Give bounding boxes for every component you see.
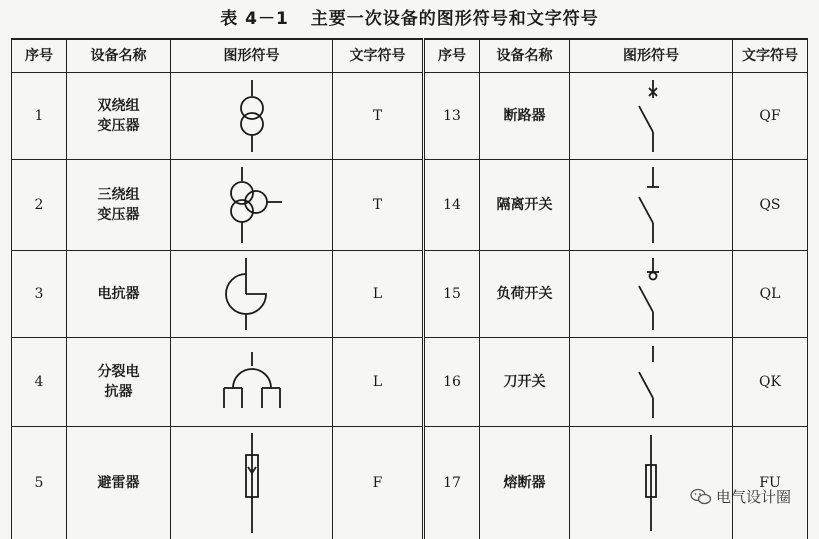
row-number: 1 — [12, 73, 67, 160]
device-name: 刀开关 — [480, 338, 570, 427]
knife-switch-icon — [631, 346, 671, 418]
symbol-cell — [570, 338, 733, 427]
wechat-icon — [690, 488, 712, 506]
load-switch-icon — [631, 258, 671, 330]
header-symbol: 图形符号 — [171, 39, 333, 73]
circuit-breaker-icon — [631, 80, 671, 152]
disconnector-icon — [631, 167, 671, 243]
symbol-cell — [570, 251, 733, 338]
device-name: 熔断器 — [480, 427, 570, 539]
row-number: 4 — [12, 338, 67, 427]
table-row — [12, 160, 808, 251]
letter-code: L — [333, 338, 424, 427]
row-number: 17 — [424, 427, 480, 539]
header-name: 设备名称 — [67, 39, 171, 73]
header-name: 设备名称 — [480, 39, 570, 73]
row-number: 2 — [12, 160, 67, 251]
letter-code: QF — [733, 73, 808, 160]
fuse-icon — [631, 435, 671, 531]
symbol-cell — [171, 73, 333, 160]
row-number: 13 — [424, 73, 480, 160]
row-number: 16 — [424, 338, 480, 427]
two-winding-transformer-icon — [232, 80, 272, 152]
split-reactor-icon — [220, 352, 284, 412]
symbol-cell — [570, 160, 733, 251]
letter-code: FU — [733, 427, 808, 539]
symbol-cell — [570, 427, 733, 539]
table-row — [12, 73, 808, 160]
reactor-icon — [222, 258, 282, 330]
table-title — [0, 4, 819, 29]
watermark-text: 电气设计圈 — [715, 488, 791, 506]
table-row — [12, 338, 808, 427]
symbol-table — [11, 38, 808, 539]
device-name: 避雷器 — [67, 427, 171, 539]
symbol-cell — [171, 338, 333, 427]
header-no: 序号 — [424, 39, 480, 73]
letter-code: T — [333, 160, 424, 251]
table-caption: 主要一次设备的图形符号和文字符号 — [310, 9, 599, 29]
row-number: 5 — [12, 427, 67, 539]
device-name: 电抗器 — [67, 251, 171, 338]
row-number: 15 — [424, 251, 480, 338]
device-name: 三绕组变压器 — [67, 160, 171, 251]
letter-code: QL — [733, 251, 808, 338]
device-name: 分裂电抗器 — [67, 338, 171, 427]
device-name: 隔离开关 — [480, 160, 570, 251]
device-name: 断路器 — [480, 73, 570, 160]
row-number: 14 — [424, 160, 480, 251]
three-winding-transformer-icon — [220, 167, 284, 243]
symbol-cell — [171, 251, 333, 338]
watermark — [690, 486, 791, 507]
device-name: 负荷开关 — [480, 251, 570, 338]
letter-code: QK — [733, 338, 808, 427]
header-row — [12, 39, 808, 73]
header-symbol: 图形符号 — [570, 39, 733, 73]
surge-arrester-icon — [232, 433, 272, 533]
table-row — [12, 427, 808, 539]
letter-code: L — [333, 251, 424, 338]
row-number: 3 — [12, 251, 67, 338]
device-name: 双绕组变压器 — [67, 73, 171, 160]
table-number: 表 4－1 — [220, 9, 289, 29]
symbol-cell — [171, 160, 333, 251]
symbol-cell — [171, 427, 333, 539]
letter-code: F — [333, 427, 424, 539]
header-code: 文字符号 — [333, 39, 424, 73]
table-row — [12, 251, 808, 338]
letter-code: T — [333, 73, 424, 160]
header-no: 序号 — [12, 39, 67, 73]
letter-code: QS — [733, 160, 808, 251]
symbol-cell — [570, 73, 733, 160]
header-code: 文字符号 — [733, 39, 808, 73]
